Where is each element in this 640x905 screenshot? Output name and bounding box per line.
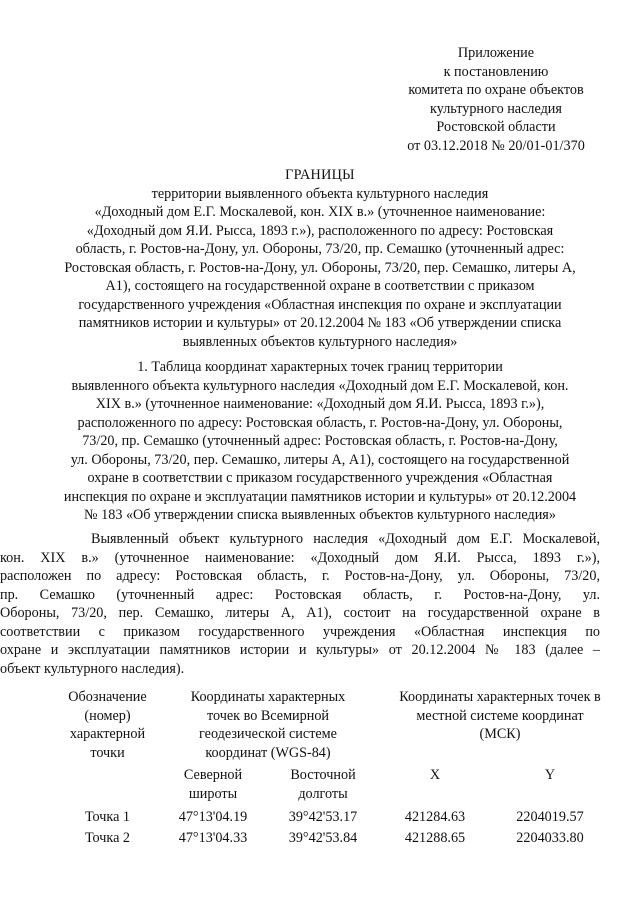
title-heading: ГРАНИЦЫ	[285, 167, 355, 183]
appendix-line: Приложение	[457, 45, 535, 61]
cell-y: 2204033.80	[516, 830, 584, 846]
section-line: № 183 «Об утверждении списка выявленных объектов культурного наследия»	[84, 507, 556, 523]
table-row	[55, 829, 625, 849]
appendix-line: комитета по охране объектов	[408, 82, 584, 98]
subheader-y: Y	[544, 767, 556, 783]
cell-longitude: 39°42'53.17	[288, 809, 358, 825]
cell-point: Точка 2	[84, 830, 131, 846]
cell-x: 421284.63	[404, 809, 466, 825]
section-line: ул. Обороны, 73/20, пер. Семашко, литеры А, А1), состоящего на государственной	[70, 451, 570, 468]
table-row	[55, 808, 625, 828]
title-line: область, г. Ростов-на-Дону, ул. Обороны, 73/20, пр. Семашко (уточненный адрес:	[75, 241, 565, 257]
paragraph-line: пр. Семашко (уточненный адрес: Ростовская область, г. Ростов-на-Дону, ул.	[0, 586, 600, 603]
header-text: характерной	[69, 726, 146, 742]
title-line: «Доходный дом Я.И. Рысса, 1893 г.»), расположенного по адресу: Ростовская	[86, 222, 554, 239]
subheader-latitude	[163, 766, 263, 803]
header-text: (МСК)	[479, 726, 521, 742]
appendix-line: от 03.12.2018 № 20/01-01/370	[407, 137, 585, 154]
header-text: местной системе координат	[416, 707, 584, 724]
title-line: А1), состоящего на государственной охране в соответствии с приказом	[105, 278, 535, 294]
title-line: памятников истории и культуры» от 20.12.2004 № 183 «Об утверждении списка	[78, 315, 562, 331]
title-line: Ростовская область, г. Ростов-на-Дону, ул. Обороны, 73/20, пер. Семашко, литеры А,	[64, 259, 576, 276]
body-paragraph	[0, 530, 600, 678]
paragraph-line: Выявленный объект культурного наследия «Доходный дом Е.Г. Москалевой,	[91, 531, 600, 547]
paragraph-line: охране и эксплуатации памятников истории и культуры» от 20.12.2004 № 183 (далее –	[0, 642, 600, 658]
paragraph-line: Обороны, 73/20, пер. Семашко, литеры А, А1), состоит на государственной охране в	[0, 605, 600, 621]
paragraph-line: расположен по адресу: Ростовская область, г. Ростов-на-Дону, ул. Обороны, 73/20,	[0, 568, 600, 584]
title-line: «Доходный дом Е.Г. Москалевой, кон. XIX в.» (уточненное наименование:	[94, 204, 546, 220]
title-line: территории выявленного объекта культурного наследия	[151, 185, 489, 202]
paragraph-line: соответствии с приказом государственного учреждения «Областная инспекция по	[0, 623, 600, 640]
document-title	[40, 166, 600, 351]
section-line: охране в соответствии с приказом государственного учреждения «Областная	[87, 470, 553, 486]
section-line: 1. Таблица координат характерных точек границ территории	[137, 359, 503, 375]
paragraph-line: кон. XIX в.» (уточненное наименование: «Доходный дом Я.И. Рысса, 1893 г.»),	[0, 549, 600, 566]
appendix-line: Ростовской области	[436, 119, 556, 135]
subheader-text: Восточной	[290, 767, 356, 783]
subheader-text: долготы	[298, 785, 348, 802]
subheader-longitude	[273, 766, 373, 803]
appendix-line: к постановлению	[443, 63, 549, 80]
header-point-designation	[55, 688, 160, 762]
cell-longitude: 39°42'53.84	[288, 830, 358, 846]
subheader-x: X	[429, 767, 441, 783]
subheader-text: Северной	[183, 767, 243, 783]
header-msk	[381, 688, 619, 744]
header-text: точек во Всемирной	[206, 707, 330, 724]
appendix-block	[396, 44, 596, 155]
section-line: инспекция по охране и эксплуатации памятников истории и культуры» от 20.12.2004	[63, 488, 577, 505]
section-line: XIX в.» (уточненное наименование: «Доходный дом Я.И. Рысса, 1893 г.»),	[95, 396, 545, 412]
header-text: координат (WGS-84)	[205, 744, 331, 761]
paragraph-line: объект культурного наследия).	[0, 660, 185, 677]
title-line: выявленных объектов культурного наследия»	[182, 333, 458, 350]
header-text: Координаты характерных	[190, 689, 346, 705]
cell-point: Точка 1	[84, 809, 131, 825]
section-line: расположенного по адресу: Ростовская область, г. Ростов-на-Дону, ул. Обороны,	[77, 414, 563, 431]
cell-latitude: 47°13'04.19	[178, 809, 248, 825]
header-text: геодезической системе	[199, 726, 337, 742]
section-heading	[40, 358, 600, 525]
appendix-line: культурного наследия	[430, 100, 562, 117]
cell-x: 421288.65	[404, 830, 466, 846]
subheader-text: широты	[188, 785, 238, 802]
title-line: государственного учреждения «Областная инспекция по охране и эксплуатации	[78, 296, 562, 313]
header-text: Обозначение	[68, 689, 147, 705]
section-line: 73/20, пр. Семашко (уточненный адрес: Ростовская область, г. Ростов-на-Дону,	[82, 433, 558, 449]
cell-latitude: 47°13'04.33	[178, 830, 248, 846]
header-text: (номер)	[84, 707, 131, 724]
header-wgs84	[163, 688, 373, 762]
cell-y: 2204019.57	[516, 809, 584, 825]
header-text: точки	[90, 744, 125, 761]
section-line: выявленного объекта культурного наследия «Доходный дом Е.Г. Москалевой, кон.	[71, 377, 569, 394]
header-text: Координаты характерных точек в	[399, 689, 601, 705]
